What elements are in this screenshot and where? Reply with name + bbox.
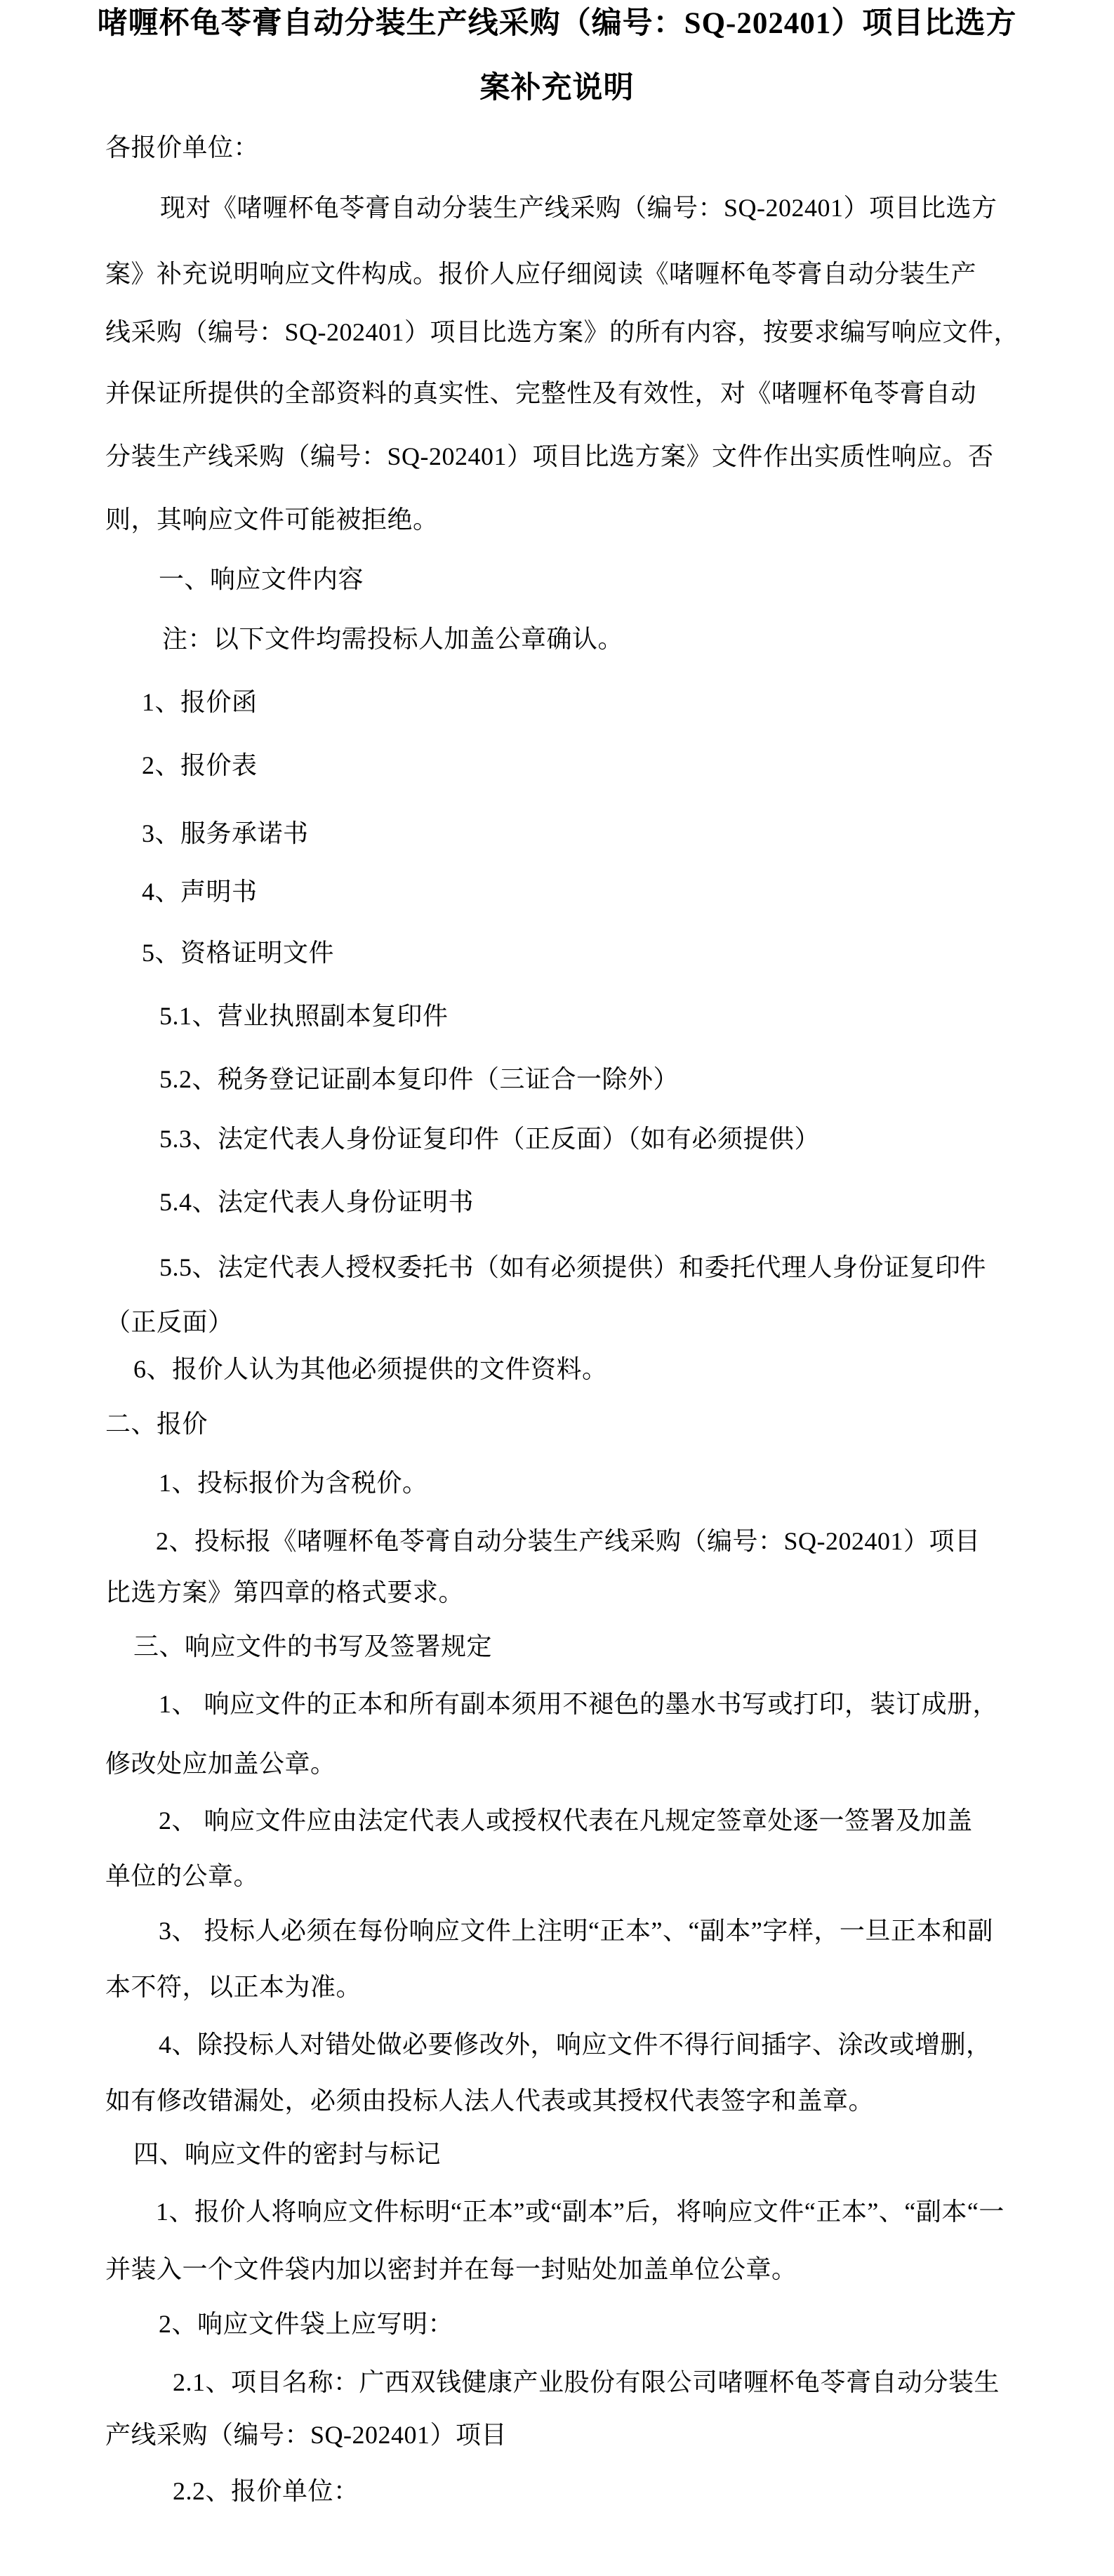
document-title-line-1: 啫喱杯龟苓膏自动分装生产线采购（编号：SQ-202401）项目比选方	[97, 7, 1017, 40]
doc-line: 比选方案》第四章的格式要求。	[105, 1578, 465, 1606]
doc-line-list-item: 5、资格证明文件	[142, 939, 335, 967]
doc-line: 并装入一个文件袋内加以密封并在每一封贴处加盖单位公章。	[105, 2255, 797, 2283]
doc-line-list-item: 6、报价人认为其他必须提供的文件资料。	[133, 1355, 608, 1383]
doc-line-list-item: 2、响应文件袋上应写明：	[159, 2310, 454, 2338]
doc-line: （正反面）	[105, 1308, 234, 1336]
doc-line: 则，其响应文件可能被拒绝。	[105, 506, 439, 534]
doc-line-list-item: 2、投标报《啫喱杯龟苓膏自动分装生产线采购（编号：SQ-202401）项目	[156, 1527, 981, 1555]
doc-line-section-2-heading: 二、报价	[105, 1410, 208, 1438]
doc-line: 产线采购（编号：SQ-202401）项目	[105, 2421, 508, 2449]
doc-line: 修改处应加盖公章。	[105, 1750, 336, 1778]
doc-line-list-item: 4、声明书	[142, 878, 258, 906]
doc-line-section-3-heading: 三、响应文件的书写及签署规定	[133, 1632, 493, 1660]
doc-line: 线采购（编号：SQ-202401）项目比选方案》的所有内容，按要求编写响应文件，	[105, 318, 1020, 346]
doc-line-list-item: 2、 响应文件应由法定代表人或授权代表在凡规定签章处逐一签署及加盖	[159, 1806, 973, 1835]
doc-line: 分装生产线采购（编号：SQ-202401）项目比选方案》文件作出实质性响应。否	[105, 442, 994, 470]
doc-line-list-item: 4、除投标人对错处做必要修改外，响应文件不得行间插字、涂改或增删，	[159, 2030, 992, 2059]
doc-line-list-item: 5.4、法定代表人身份证明书	[159, 1188, 475, 1216]
doc-line-list-item: 5.3、法定代表人身份证复印件（正反面）（如有必须提供）	[159, 1125, 821, 1153]
doc-line-list-item: 5.5、法定代表人授权委托书（如有必须提供）和委托代理人身份证复印件	[159, 1253, 987, 1281]
doc-line: 本不符，以正本为准。	[105, 1973, 362, 2001]
doc-line-list-item: 1、报价函	[142, 688, 258, 716]
doc-line-list-item: 1、 响应文件的正本和所有副本须用不褪色的墨水书写或打印，装订成册，	[159, 1690, 999, 1718]
doc-line-list-item: 5.1、营业执照副本复印件	[159, 1002, 449, 1030]
doc-line-list-item: 3、 投标人必须在每份响应文件上注明“正本”、“副本”字样，一旦正本和副	[159, 1917, 993, 1945]
doc-line-list-item: 3、服务承诺书	[142, 819, 309, 847]
doc-line-section-4-heading: 四、响应文件的密封与标记	[133, 2140, 442, 2168]
doc-line-list-item: 2.2、报价单位：	[173, 2477, 359, 2505]
doc-line-section-1-heading: 一、响应文件内容	[159, 565, 364, 593]
doc-line: 现对《啫喱杯龟苓膏自动分装生产线采购（编号：SQ-202401）项目比选方	[160, 194, 997, 222]
doc-line: 案》补充说明响应文件构成。报价人应仔细阅读《啫喱杯龟苓膏自动分装生产	[105, 260, 977, 288]
doc-line-list-item: 1、报价人将响应文件标明“正本”或“副本”后，将响应文件“正本”、“副本“一	[156, 2198, 1004, 2226]
doc-line-list-item: 1、投标报价为含税价。	[159, 1469, 428, 1497]
doc-line-salutation: 各报价单位：	[105, 133, 260, 161]
document-title-line-2: 案补充说明	[479, 72, 635, 105]
doc-line-list-item: 2、报价表	[142, 751, 258, 779]
doc-line-list-item: 5.2、税务登记证副本复印件（三证合一除外）	[159, 1065, 679, 1093]
doc-line-note: 注：以下文件均需投标人加盖公章确认。	[162, 625, 624, 653]
doc-line: 如有修改错漏处，必须由投标人法人代表或其授权代表签字和盖章。	[105, 2087, 875, 2115]
doc-line: 单位的公章。	[105, 1862, 260, 1890]
doc-line-list-item: 2.1、项目名称：广西双钱健康产业股份有限公司啫喱杯龟苓膏自动分装生	[173, 2368, 1000, 2396]
doc-line: 并保证所提供的全部资料的真实性、完整性及有效性，对《啫喱杯龟苓膏自动	[105, 379, 977, 407]
